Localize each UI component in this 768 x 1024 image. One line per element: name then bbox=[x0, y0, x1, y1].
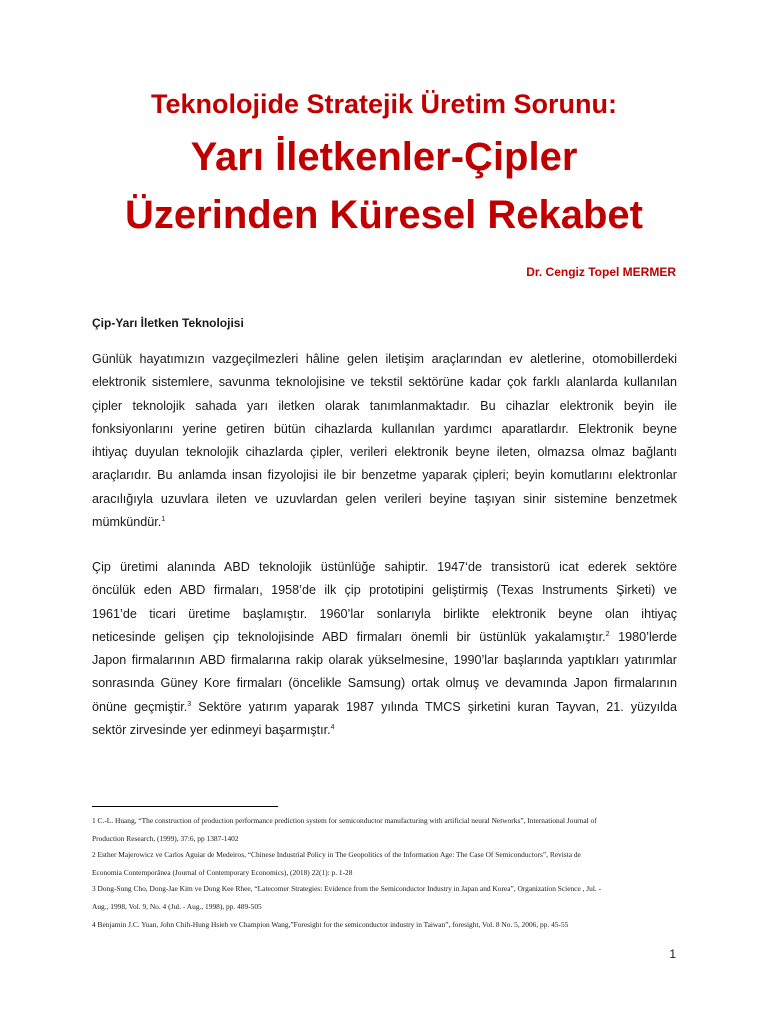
paragraph-line bbox=[92, 696, 677, 719]
paragraph-line: Çip üretimi alanında ABD teknolojik üstünlüğe sahiptir. 1947‘de transistorü icat ederek sektöre bbox=[92, 560, 677, 574]
footnote-line: 3 Dong-Sung Cho, Dong-Jae Kim ve Dong Kee Rhee, “Latecomer Strategies: Evidence from the Semiconductor Industry in Japan and Korea”, Organization Science , Jul. - bbox=[92, 884, 602, 893]
paragraph-line: elektronik sistemlere, savunma teknolojisine ve tekstil sektörüne kadar çok farklı alanlarda kullanılan bbox=[92, 375, 677, 390]
footnote-2 bbox=[92, 846, 692, 882]
footnote-marker: 3 bbox=[187, 700, 192, 708]
section-heading: Çip-Yarı İletken Teknolojisi bbox=[92, 316, 244, 330]
footnote-1 bbox=[92, 812, 692, 848]
paragraph-line: Günlük hayatımızın vazgeçilmezleri hâline gelen iletişim araçlarından ev aletlerine, otomobillerdeki bbox=[92, 352, 677, 366]
page-number: 1 bbox=[669, 947, 676, 961]
footnote-line: 2 Esther Majerowicz ve Carlos Aguiar de Medeiros, “Chinese Industrial Policy in The Geopolitics of the Information Age: The Case Of Semiconductors”, Revista de bbox=[92, 850, 581, 859]
document-subtitle: Teknolojide Stratejik Üretim Sorunu: bbox=[150, 89, 618, 119]
paragraph-1 bbox=[92, 348, 677, 534]
paragraph-text: önüne geçmiştir. bbox=[92, 699, 188, 714]
footnote-line: 4 Benjamin J.C. Yuan, John Chih-Hung Hsieh ve Champion Wang,”Foresight for the semiconductor industry in Taiwan”, foresight, Vol. 8 No. 5, 2006, pp. 45-55 bbox=[92, 920, 569, 929]
paragraph-text: sektör zirvesinde yer edinmeyi başarmıştır. bbox=[92, 723, 331, 738]
paragraph-line: ihtiyaç duyulan teknolojik cihazlarda çipler, verileri elektronik beyne ileten, olmazsa olmaz bağlantı bbox=[92, 445, 677, 460]
paragraph-line bbox=[92, 719, 677, 742]
document-title bbox=[0, 132, 768, 240]
title-line-2: Üzerinden Küresel Rekabet bbox=[125, 193, 643, 237]
paragraph-line: çipler teknolojik sahada yarı iletken olarak tanımlanmaktadır. Bu cihazlar elektronik beyin ile bbox=[92, 398, 677, 413]
paragraph-2 bbox=[92, 556, 677, 742]
footnote-line: 1 C.-L. Huang, “The construction of production performance prediction system for semiconductor manufacturing with artificial neural Networks”, International Journal of bbox=[92, 816, 597, 825]
paragraph-text: 1980’lerde bbox=[609, 629, 677, 644]
author-name: Dr. Cengiz Topel MERMER bbox=[526, 265, 676, 279]
paragraph-line: 1961’de ticari üretime başlamıştır. 1960’lar sonlarıyla birlikte elektronik beyne olan ihtiyaç bbox=[92, 606, 677, 621]
footnote-marker: 4 bbox=[330, 724, 335, 732]
footnote-line: Production Research, (1999), 37:6, pp 1387-1402 bbox=[92, 834, 239, 843]
paragraph-text: neticesinde gelişen çip teknolojisinde ABD firmaları önemli bir üstünlük yakalamıştır. bbox=[92, 629, 606, 644]
title-line-1: Yarı İletkenler-Çipler bbox=[190, 135, 578, 179]
paragraph-line: fonksiyonlarını yerine getiren bütün cihazlarda kullanılan yardımcı aparatlardır. Elektronik beyne bbox=[92, 421, 677, 436]
footnote-marker: 1 bbox=[161, 516, 166, 524]
footnote-3 bbox=[92, 880, 692, 916]
paragraph-text: Sektöre yatırım yaparak 1987 yılında TMCS şirketini kuran Tayvan, 21. yüzyılda bbox=[191, 699, 677, 714]
footnote-line: Aug., 1998, Vol. 9, No. 4 (Jul. - Aug., 1998), pp. 489-505 bbox=[92, 902, 262, 911]
paragraph-line bbox=[92, 626, 677, 649]
footnote-4 bbox=[92, 916, 692, 934]
paragraph-line: aracılığıyla uzuvlara ileten ve uzuvlardan gelen verileri beyine taşıyan sinir sistemine benzetmek bbox=[92, 491, 677, 506]
footnote-line: Economia Contemporânea (Journal of Contemporary Economics), (2018) 22(1): p. 1-28 bbox=[92, 868, 353, 877]
paragraph-line: öncülük eden ABD firmaları, 1958’de ilk çip prototipini geliştirmiş (Texas Instruments Şirketi) ve bbox=[92, 583, 677, 598]
paragraph-line: araçlarıdır. Bu anlamda insan fizyolojisi ile bir benzetme yaparak çipleri; beyin komutlarını elektronlar bbox=[92, 468, 677, 483]
title-block bbox=[0, 86, 768, 240]
paragraph-line: sonrasında Güney Kore firmaları (öncelikle Samsung) ortak olmuş ve devamında Japon firmalarının bbox=[92, 676, 677, 691]
paragraph-text: mümkündür. bbox=[92, 515, 162, 530]
paragraph-line bbox=[92, 511, 677, 534]
paragraph-line: Japon firmalarının ABD firmalarına rakip olarak yükselmesine, 1990’lar başlarında yaptıkları yatırımlar bbox=[92, 653, 677, 668]
footnote-separator bbox=[92, 806, 278, 807]
footnote-marker: 2 bbox=[605, 630, 610, 638]
